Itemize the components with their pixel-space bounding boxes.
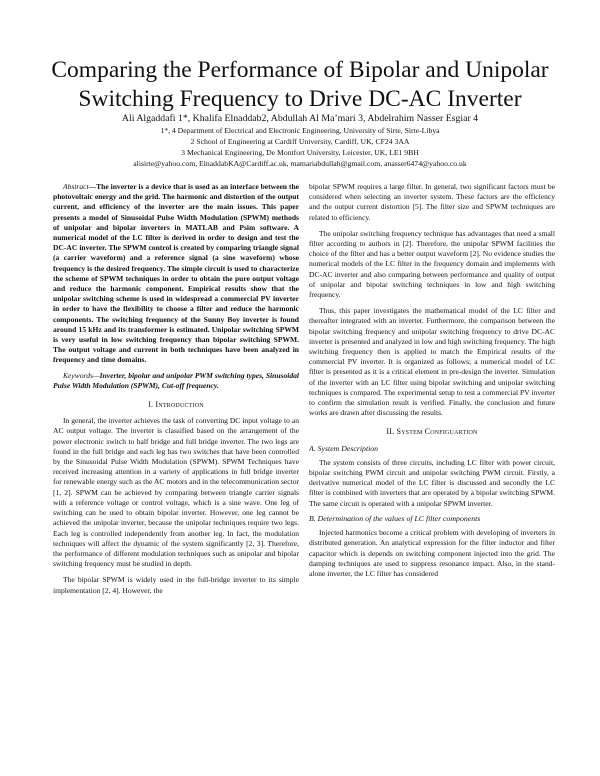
section-heading-system-configuration: II. System Configuartion [386, 427, 478, 437]
left-column [53, 182, 299, 596]
right-paragraph-5: Injected harmonics become a critical problem with developing of inverters in distributed generation. An analytical expression for the filter inductor and filter capacitor which is depends on switching component injected into the grid. The damping techniques are used to suppress resonance impact. Also, in the stand-alone inverter, the LC filter has considered [309, 528, 555, 578]
abstract-lead: Abstract [63, 182, 89, 191]
right-paragraph-2: The unipolar switching frequency technique has advantages that need a small filter according to authors in [2]. Therefore, the unipolar SPWM facilities the choice of the filter and has a better output waveform [2]. No evidence studies the numerical models of the LC filter in the frequency domain and implements with DC-AC inverter and also comparing between performance and quality of output of unipolar and bipolar switching techniques in low and high switching frequency. [309, 228, 555, 300]
keywords [53, 371, 299, 391]
affiliation-1: 1*, 4 Department of Electrical and Electronic Engineering, University of Sirte, Sirte-Libya [160, 126, 440, 135]
affiliations [30, 125, 570, 169]
intro-paragraph-2: The bipolar SPWM is widely used in the full-bridge inverter to its simple implementation [2, 4]. However, the [53, 575, 299, 595]
right-paragraph-1: bipolar SPWM requires a large filter. In general, two significant factors must be considered when selecting an inverter system. These factors are the efficiency and the output current distortion [5]. The filter size and SPWM techniques are related to efficiency. [309, 182, 555, 222]
keywords-body: Inverter, bipolar and unipolar PWM switching types, Sinusoidal Pulse Width Modulation (SPWM), Cut-off frequency. [53, 370, 299, 390]
author-list: Ali Algaddafi 1*, Khalifa Elnaddab2, Abdullah Al Ma’mari 3, Abdelrahim Nasser Esgiar 4 [121, 113, 479, 124]
abstract-body: —The inverter is a device that is used as an interface between the photovoltaic energy and the grid. The harmonic and distortion of the output current, and efficiency of the inverter are the main issues. This paper presents a model of Sinusoidal Pulse Width Modulation (SPWM) methods of unipolar and bipolar inverters in MATLAB and Psim software. A numerical model of the LC filter is derived in order to design and test the DC-AC inverter. The SPWM control is created by comparing triangle signal (a carrier waveform) and a reference signal (a sine waveform) whose frequency is the desired frequency. The simple circuit is used to characterize the scheme of SPWM techniques in order to obtain the pure output voltage and reduce the harmonic component. Empirical results show that the unipolar switching scheme is used in widespread a commercial PV inverter in order to have the flexibility to choose a filter and reduce the harmonic components. The switching frequency of the Sunny Boy inverter is found around 15 kHz and its transformer is estimated. Unipolar switching SPWM is very useful in low switching frequency than bipolar switching SPWM. The output voltage and current in both techniques have been analyzed in frequency and time domains. [53, 182, 299, 365]
page-title [30, 56, 570, 114]
title-line-2: Switching Frequency to Drive DC-AC Inverter [78, 86, 522, 112]
affiliation-2: 2 School of Engineering at Cardiff University, Cardiff, UK, CF24 3AA [190, 137, 410, 147]
right-paragraph-4: The system consists of three circuits, including LC filter with power circuit, bipolar switching PWM circuit and unipolar switching PWM circuit. Firstly, a derivative numerical model of the LC filter is discussed and secondly the LC filter is combined with inverters that are operated by a bipolar switching SPWM. The same circuit is operated with a unipolar SPWM inverter. [309, 457, 555, 508]
subsection-heading-a: A. System Description [309, 443, 379, 453]
author-emails: alisirte@yahoo.com, ElnaddabKA@Cardiff.ac.uk, mamariabdullah@gmail.com, anasser6474@yahoo.co.uk [133, 159, 467, 169]
abstract [53, 182, 299, 366]
right-column [309, 182, 555, 579]
affiliation-3: 3 Mechanical Engineering, De Montfort University, Leicester, UK, LE1 9BH [181, 148, 419, 158]
subsection-heading-b: B. Determination of the values of LC filter components [309, 513, 481, 523]
title-line-1: Comparing the Performance of Bipolar and Unipolar [51, 57, 549, 83]
right-paragraph-3: Thus, this paper investigates the mathematical model of the LC filter and thereafter integrated with an inverter. Furthermore, the comparison between the bipolar switching frequency and unipolar switching frequency to drive DC-AC inverter is presented and analyzed in low and high switching frequency. The high switching frequency then is applied to match the Empirical results of the commercial PV inverter. It is organized as follows; a numerical model of LC filter is presented as it is a critical element in pre-design the inverter. Simulation of the inverter with an LC filter using bipolar switching and unipolar switching techniques is compared. The experimental setup to test a commercial PV inverter to confirm the simulation result is verified. Finally, the conclusion and future works are drawn after discussing the results. [309, 306, 555, 418]
section-heading-introduction: I. Introduction [148, 400, 204, 410]
keywords-lead: Keywords— [63, 370, 100, 380]
intro-paragraph-1: In general, the inverter achieves the task of converting DC input voltage to an AC output voltage. The inverter is classified based on the arrangement of the power electronic switch to half bridge and full bridge inverter. The two legs are found in the full bridge and each leg has two switches that have been controlled by the Sinusoidal Pulse Width Modulation (SPWM). SPWM Techniques have received increasing attention in a variety of applications in full bridge inverter for renewable energy such as the AC motors and in the telecommunication sector [1, 2]. SPWM can be achieved by comparing between triangle carrier signals with a reference voltage or control voltage, which is a sine wave. One leg of switching can be used to obtain bipolar inverter. However, one leg cannot be achieved the unipolar inverter, because the unipolar techniques require two legs. Each leg is controlled independently from another leg. In fact, the modulation techniques will affect the dynamic of the system significantly [2, 3]. Therefore, the performance of different modulation techniques such as unipolar and bipolar switching frequency must be studied in depth. [53, 416, 299, 569]
